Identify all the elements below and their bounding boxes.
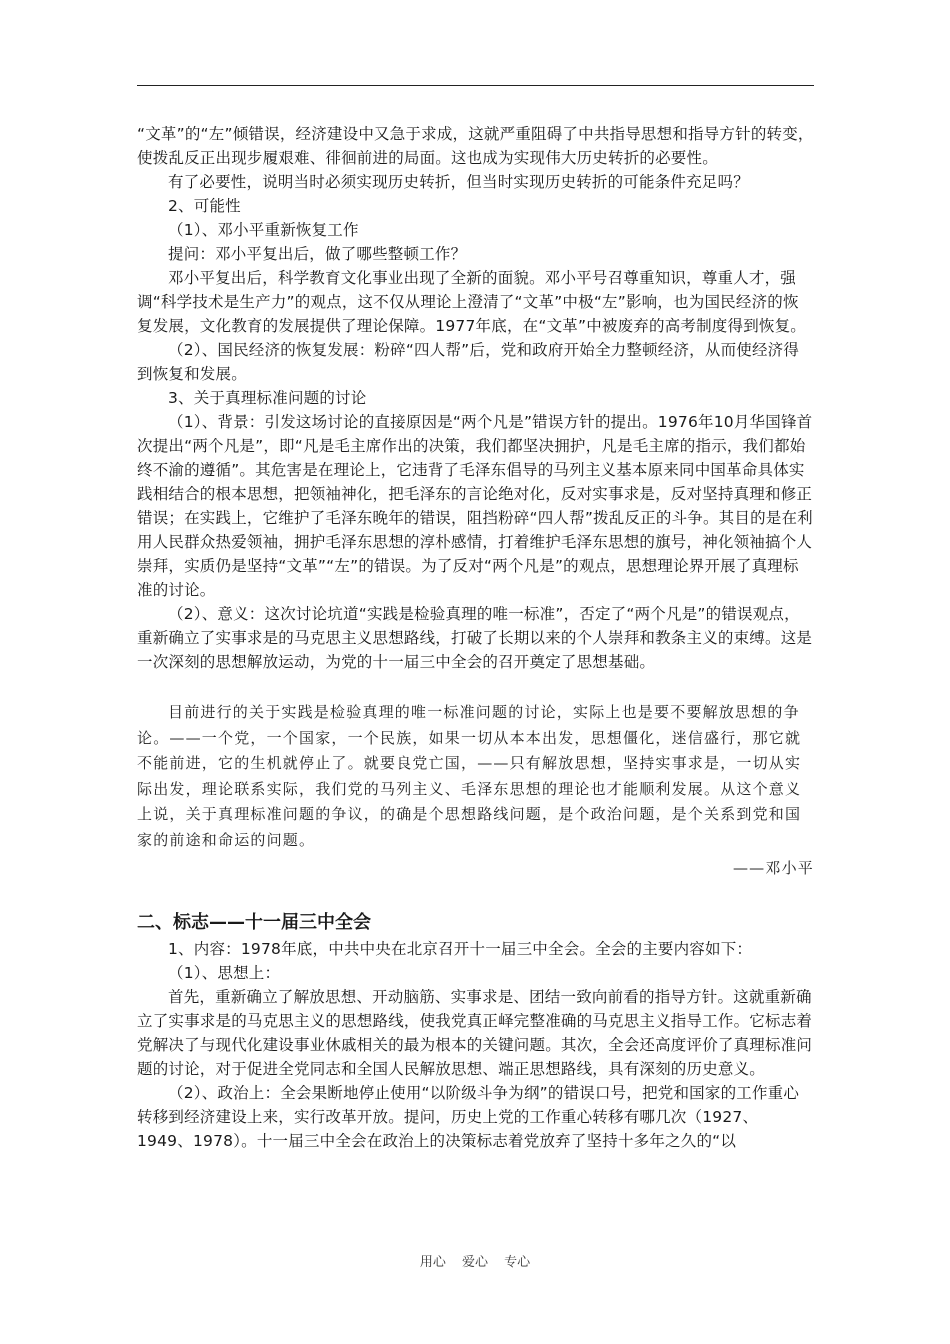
quote-attribution: ——邓小平 (732, 859, 814, 877)
document-body (137, 122, 814, 1153)
deng-quote-block (137, 700, 814, 882)
header-rule (137, 85, 814, 86)
subheading-deng-return: （1）、邓小平重新恢复工作 (168, 221, 359, 239)
paragraph-economy-recovery: （2）、国民经济的恢复发展：粉碎“四人帮”后，党和政府开始全力整顿经济，从而使经济得到恢复和发展。 (137, 341, 800, 383)
paragraph-deng-work: 邓小平复出后，科学教育文化事业出现了全新的面貌。邓小平号召尊重知识，尊重人才，强调“科学技术是生产力”的观点，这不仅从理论上澄清了“文革”中极“左”影响，也为国民经济的恢复发展，文化教育的发展提供了理论保障。1977年底，在“文革”中被废弃的高考制度得到恢复。 (137, 269, 807, 335)
paragraph-plenum-content: 1、内容：1978年底，中共中央在北京召开十一届三中全会。全会的主要内容如下： (168, 939, 753, 958)
subheading-possibility: 2、可能性 (168, 197, 241, 215)
paragraph-ideology: 首先，重新确立了解放思想、开动脑筋、实事求是、团结一致向前看的指导方针。这就重新确立了实事求是的马克思主义的思想路线，使我党真正峄完整准确的马克思主义指导工作。它标志着党解决了与现代化建设事业休戚相关的最为根本的关键问题。其次，全会还高度评价了真理标准问题的讨论，对于促进全党同志和全国人民解放思想、端正思想路线，具有深刻的历史意义。 (137, 987, 813, 1078)
subheading-truth-criterion: 3、关于真理标准问题的讨论 (168, 389, 367, 407)
paragraph-politics: （2）、政治上：全会果断地停止使用“以阶级斗争为纲”的错误口号，把党和国家的工作重心转移到经济建设上来，实行改革开放。提问，历史上党的工作重心转移有哪几次（1927、1949、1978）。十一届三中全会在政治上的决策标志着党放弃了坚持十多年之久的“以 (137, 1083, 800, 1150)
paragraph-necessity: “文革”的“左”倾错误，经济建设中又急于求成，这就严重阻碍了中共指导思想和指导方针的转变，使拨乱反正出现步履艰难、徘徊前进的局面。这也成为实现伟大历史转折的必要性。 (137, 125, 814, 167)
page-footer: 用心 爱心 专心 (419, 1255, 531, 1270)
paragraph-significance: （2）、意义：这次讨论坑道“实践是检验真理的唯一标准”，否定了“两个凡是”的错误观点，重新确立了实事求是的马克思主义思想路线，打破了长期以来的个人崇拜和教条主义的束缚。这是一次深刻的思想解放运动，为党的十一届三中全会的召开奠定了思想基础。 (137, 605, 813, 671)
paragraph-question-deng: 提问：邓小平复出后，做了哪些整顿工作？ (168, 245, 467, 263)
paragraph-question: 有了必要性，说明当时必须实现历史转折，但当时实现历史转折的可能条件充足吗？ (168, 173, 749, 191)
subheading-ideology: （1）、思想上： (168, 963, 281, 982)
section-heading: 二、标志——十一届三中全会 (137, 911, 371, 933)
paragraph-background: （1）、背景：引发这场讨论的直接原因是“两个凡是”错误方针的提出。1976年10月华国锋首次提出“两个凡是”，即“凡是毛主席作出的决策，我们都坚决拥护，凡是毛主席的指示，我们都始终不渝的遵循”。其危害是在理论上，它违背了毛泽东倡导的马列主义基本原来同中国革命具体实践相结合的根本思想，把领袖神化，把毛泽东的言论绝对化，反对实事求是，反对坚持真理和修正错误；在实践上，它维护了毛泽东晚年的错误，阻挡粉碎“四人帮”拨乱反正的斗争。其目的是在利用人民群众热爱领袖，拥护毛泽东思想的淳朴感情，打着维护毛泽东思想的旗号，神化领袖搞个人崇拜，实质仍是坚持“文革”“左”的错误。为了反对“两个凡是”的观点，思想理论界开展了真理标准的讨论。 (137, 413, 813, 599)
quote-text: 目前进行的关于实践是检验真理的唯一标准问题的讨论，实际上也是要不要解放思想的争论。——一个党，一个国家，一个民族，如果一切从本本出发，思想僵化，迷信盛行，那它就不能前进，它的生机就停止了。就要良党亡国，——只有解放思想，坚持实事求是，一切从实际出发，理论联系实际，我们党的马列主义、毛泽东思想的理论也才能顺利发展。从这个意义上说，关于真理标准问题的争议，的确是个思想路线问题，是个政治问题，是个关系到党和国家的前途和命运的问题。 (137, 703, 802, 849)
